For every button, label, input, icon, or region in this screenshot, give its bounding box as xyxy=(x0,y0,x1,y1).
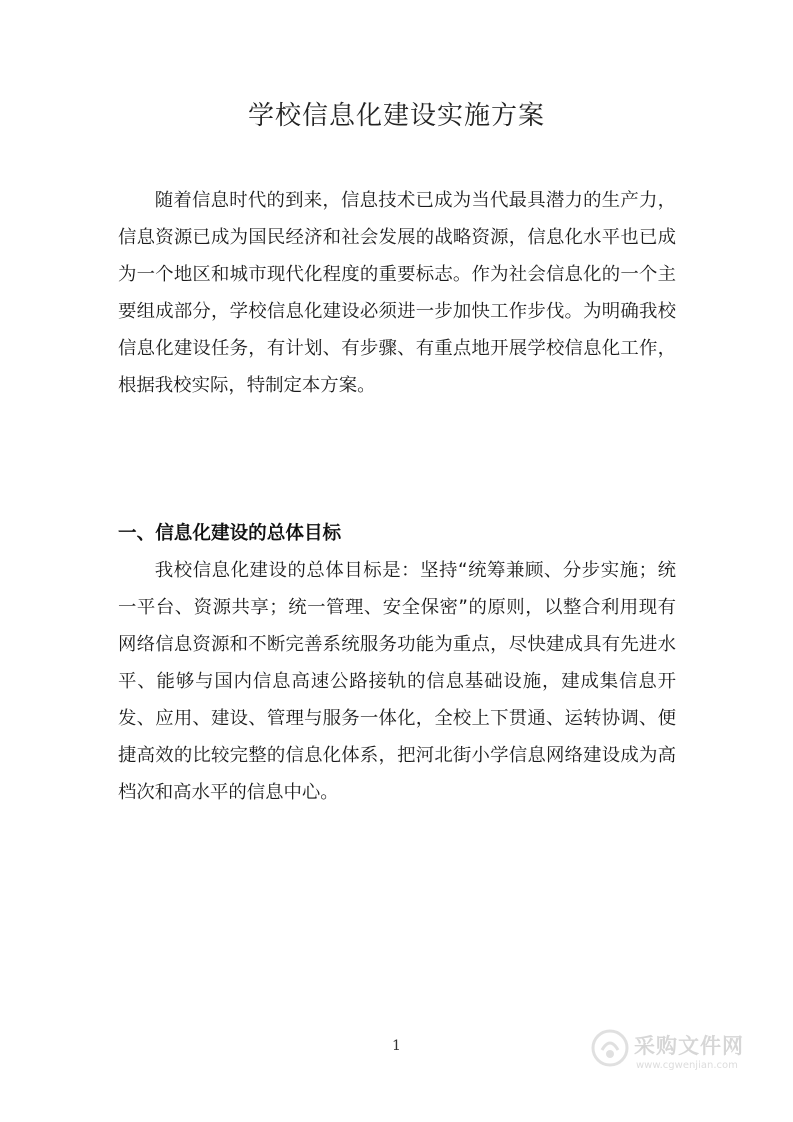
section-paragraph: 我校信息化建设的总体目标是：坚持“统筹兼顾、分步实施；统一平台、资源共享；统一管理、安全保密”的原则，以整合利用现有网络信息资源和不断完善系统服务功能为重点，尽快建成具有先进水平、能够与国内信息高速公路接轨的信息基础设施，建成集信息开发、应用、建设、管理与服务一体化，全校上下贯通、运转协调、便捷高效的比较完整的信息化体系，把河北街小学信息网络建设成为高档次和高水平的信息中心。 xyxy=(118,560,676,803)
page-number: 1 xyxy=(392,1038,401,1054)
watermark-url: www.cgwenjian.com xyxy=(636,1060,738,1071)
watermark xyxy=(590,1022,760,1082)
cgwenjian-logo-icon xyxy=(590,1028,630,1068)
intro-paragraph: 随着信息时代的到来，信息技术已成为当代最具潜力的生产力，信息资源已成为国民经济和社会发展的战略资源，信息化水平也已成为一个地区和城市现代化程度的重要标志。作为社会信息化的一个主要组成部分，学校信息化建设必须进一步加快工作步伐。为明确我校信息化建设任务，有计划、有步骤、有重点地开展学校信息化工作，根据我校实际，特制定本方案。 xyxy=(118,190,676,396)
watermark-name: 采购文件网 xyxy=(634,1034,744,1058)
section-heading: 一、信息化建设的总体目标 xyxy=(118,523,342,544)
document-title: 学校信息化建设实施方案 xyxy=(247,101,545,131)
